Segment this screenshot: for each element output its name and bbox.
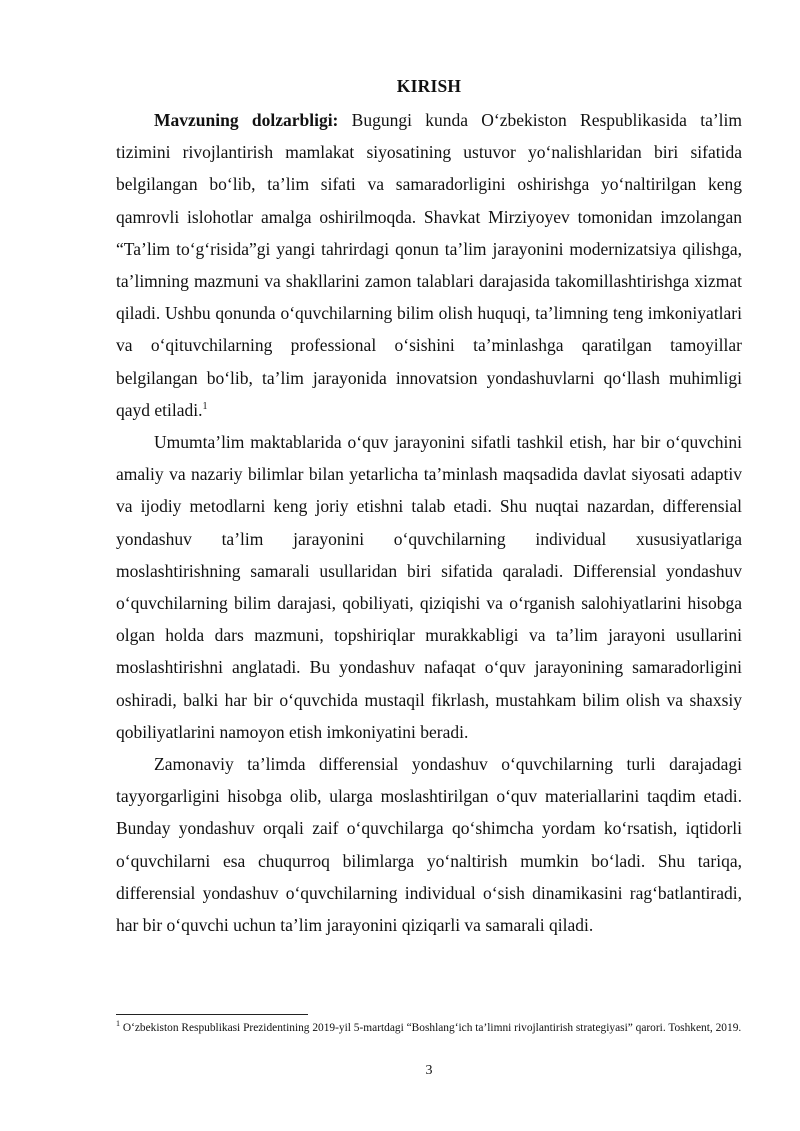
footnote-text: O‘zbekiston Respublikasi Prezidentining 2019-yil 5-martdagi “Boshlang‘ich ta’limni rivojlantirish strategiyasi” qarori. Toshkent, 2019. [120, 1022, 742, 1034]
footnote-marker: 1 [116, 1019, 120, 1029]
paragraph-modern-education: Zamonaviy ta’limda differensial yondashuv o‘quvchilarning turli darajadagi tayyorgarligini hisobga olib, ularga moslashtirilgan o‘quv materiallarini taqdim etadi. Bunday yondashuv orqali zaif o‘quvchilarga qo‘shimcha yordam ko‘rsatish, iqtidorli o‘quvchilarni esa chuqurroq bilimlarga yo‘naltirish mumkin bo‘ladi. Shu tariqa, differensial yondashuv o‘quvchilarning individual o‘sish dinamikasini rag‘batlantiradi, har bir o‘quvchi uchun ta’lim jarayonini qiziqarli va samarali qiladi. [116, 754, 742, 936]
paragraph-general-schools: Umumta’lim maktablarida o‘quv jarayonini sifatli tashkil etish, har bir o‘quvchini amaliy va nazariy bilimlar bilan yetarlicha ta’minlash maqsadida davlat siyosati adaptiv va ijodiy metodlarni keng joriy etishni talab etadi. Shu nuqtai nazardan, differensial yondashuv ta’lim jarayonini o‘quvchilarning individual xususiyatlariga moslashtirishning samarali usullaridan biri sifatida qaraladi. Differensial yondashuv o‘quvchilarning bilim darajasi, qobiliyati, qiziqishi va o‘rganish salohiyatlarini hisobga olgan holda dars mazmuni, topshiriqlar murakkabligi va ta’lim jarayoni usullarini moslashtirishni anglatadi. Bu yondashuv nafaqat o‘quv jarayonining samaradorligini oshiradi, balki har bir o‘quvchida mustaqil fikrlash, mustahkam bilim olish va shaxsiy qobiliyatlarini namoyon etish imkoniyatini beradi. [116, 432, 742, 742]
page-title: KIRISH [396, 76, 462, 96]
paragraph-relevance [116, 104, 742, 426]
page-number: 3 [425, 1063, 433, 1078]
paragraph-lead: Mavzuning dolzarbligi: [154, 110, 339, 130]
paragraph-text: Bugungi kunda O‘zbekiston Respublikasida ta’lim tizimini rivojlantirish mamlakat siyosatining ustuvor yo‘nalishlaridan biri sifatida belgilangan bo‘lib, ta’lim sifati va samaradorligini oshirishga yo‘naltirilgan keng qamrovli islohotlar amalga oshirilmoqda. Shavkat Mirziyoyev tomonidan imzolangan “Ta’lim to‘g‘risida”gi yangi tahrirdagi qonun ta’lim jarayonini modernizatsiya qilishga, ta’limning mazmuni va shakllarini zamon talablari darajasida takomillashtirishga xizmat qiladi. Ushbu qonunda o‘quvchilarning bilim olish huquqi, ta’limning teng imkoniyatlari va o‘qituvchilarning professional o‘sishini ta’minlashga qaratilgan tamoyillar belgilangan bo‘lib, ta’lim jarayonida innovatsion yondashuvlarni qo‘llash muhimligi qayd etiladi. [116, 110, 743, 420]
footnote-divider [116, 1014, 308, 1015]
body-text [116, 104, 742, 941]
footnote-reference[interactable]: 1 [202, 401, 208, 412]
footnote [116, 1021, 742, 1036]
